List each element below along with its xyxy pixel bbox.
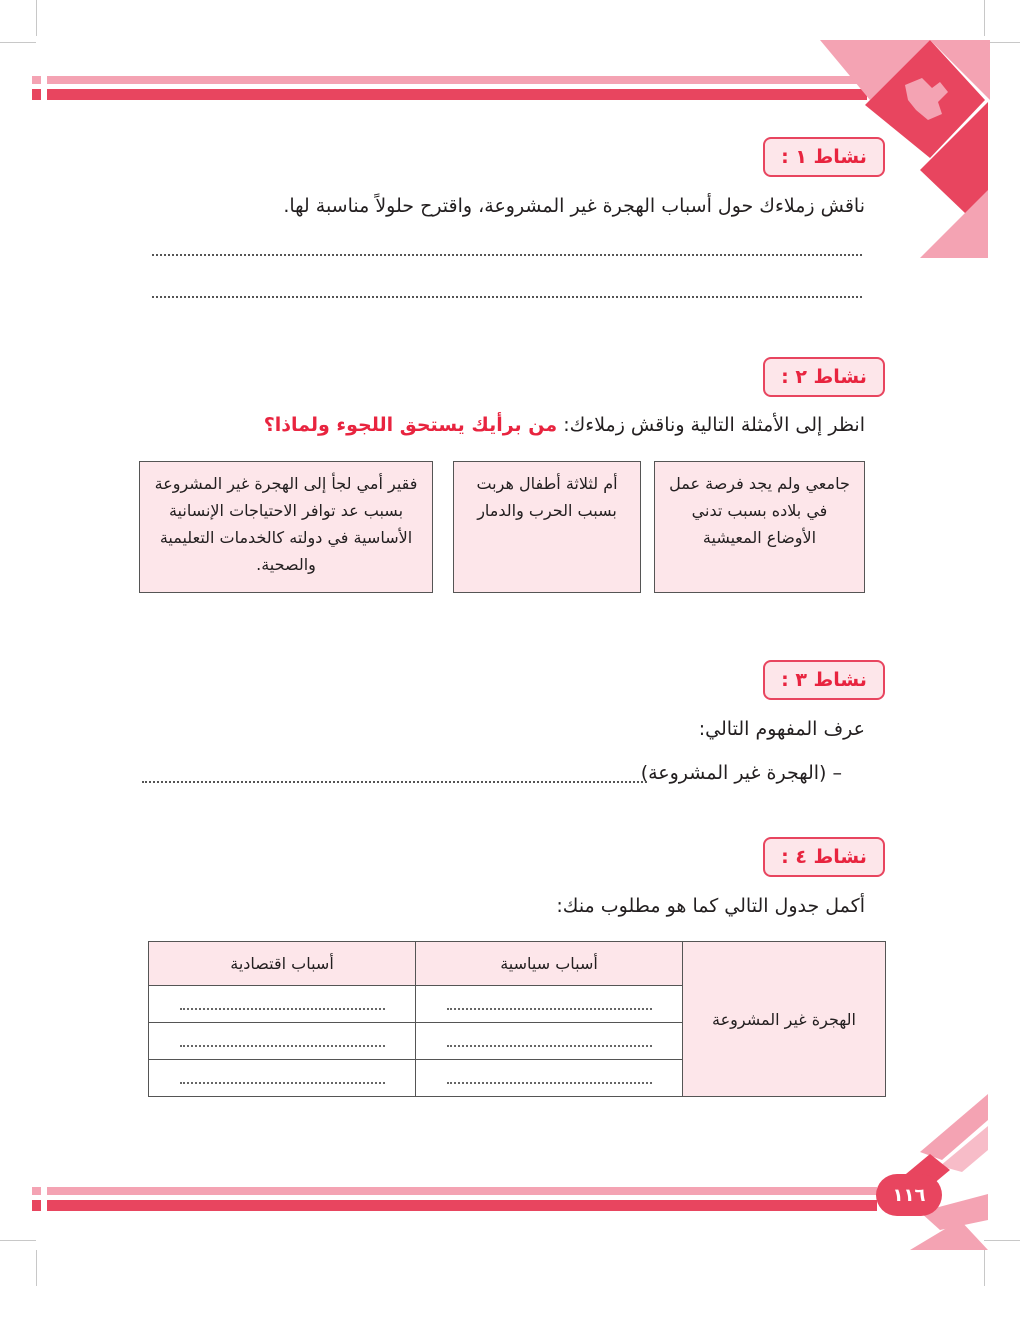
example-box: فقير أمي لجأ إلى الهجرة غير المشروعة بسبب عد توافر الاحتياجات الإنسانية الأساسية في دولته كالخدمات التعليمية والصحية. xyxy=(139,461,433,593)
crop-mark xyxy=(36,0,37,36)
activity2-prompt-start: انظر إلى الأمثلة التالية وناقش زملاءك: xyxy=(557,414,865,436)
activity2-label: نشاط ٢ : xyxy=(763,357,885,397)
answer-line[interactable] xyxy=(152,254,862,256)
table-cell[interactable] xyxy=(416,986,683,1023)
table-cell[interactable] xyxy=(149,986,416,1023)
activity3-label: نشاط ٣ : xyxy=(763,660,885,700)
activity1-label: نشاط ١ : xyxy=(763,137,885,177)
column-header-economic: أسباب اقتصادية xyxy=(149,942,416,986)
table-cell[interactable] xyxy=(416,1060,683,1097)
page-number: ١١٦ xyxy=(876,1174,942,1216)
table-cell[interactable] xyxy=(416,1023,683,1060)
crop-mark xyxy=(36,1250,37,1286)
activity2-prompt-highlight: من برأيك يستحق اللجوء ولماذا؟ xyxy=(263,414,558,436)
table-cell[interactable] xyxy=(149,1023,416,1060)
activity3-prompt: عرف المفهوم التالي: xyxy=(698,718,865,740)
activity4-prompt: أكمل جدول التالي كما هو مطلوب منك: xyxy=(556,895,865,917)
definition-line[interactable] xyxy=(142,781,647,783)
table-cell[interactable] xyxy=(149,1060,416,1097)
answer-line[interactable] xyxy=(152,296,862,298)
example-box: جامعي ولم يجد فرصة عمل في بلاده بسبب تدني الأوضاع المعيشية xyxy=(654,461,865,593)
activity1-prompt: ناقش زملاءك حول أسباب الهجرة غير المشروعة، واقترح حلولاً مناسبة لها. xyxy=(283,195,865,217)
footer-corner-decoration xyxy=(860,1090,990,1255)
activity4-label: نشاط ٤ : xyxy=(763,837,885,877)
example-box: أم لثلاثة أطفال هربت بسبب الحرب والدمار xyxy=(453,461,641,593)
causes-table xyxy=(148,941,886,1097)
activity2-prompt xyxy=(264,414,865,436)
crop-mark xyxy=(0,42,36,43)
crop-mark xyxy=(0,1240,36,1241)
crop-mark xyxy=(984,1250,985,1286)
column-header-political: أسباب سياسية xyxy=(416,942,683,986)
activity3-term: – (الهجرة غير المشروعة) xyxy=(640,762,842,784)
table-row-header: الهجرة غير المشروعة xyxy=(683,942,886,1097)
